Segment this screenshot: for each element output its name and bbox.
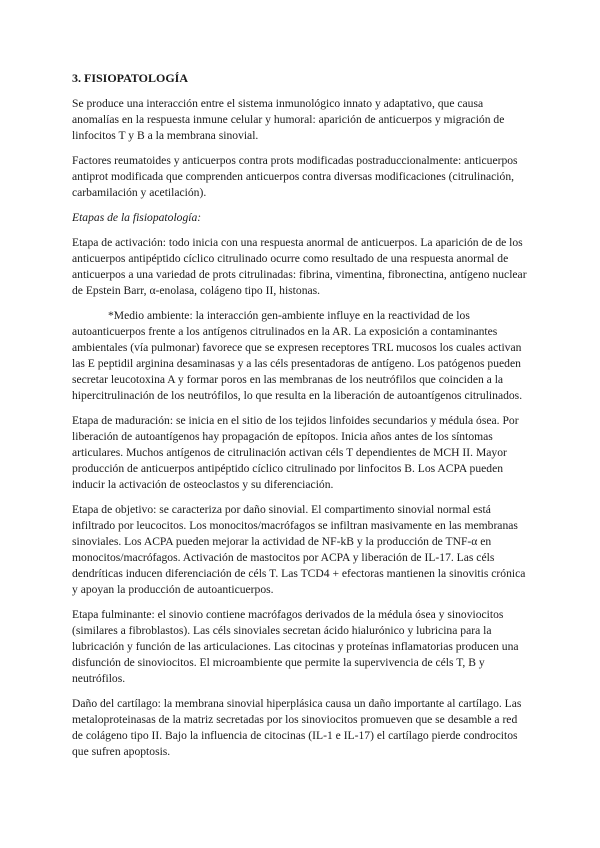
environment-paragraph: *Medio ambiente: la interacción gen-ambiente influye en la reactividad de los autoanticuerpos frente a los antígenos citrulinados en la AR. La exposición a contaminantes ambientales (vía pulmonar) favorece que se expresen receptores TRL mucosos los cuales activan las E peptidil arginina desaminasas y a las céls presentadoras de antígeno. Los patógenos pueden secretar leucotoxina A y formar poros en las membranas de los neutrófilos que coinciden a la hipercitrulinación de los neutrófilos, lo que resulta en la liberación de autoantígenos citrulinados. [72,309,523,402]
target-stage-paragraph: Etapa de objetivo: se caracteriza por daño sinovial. El compartimento sinovial normal está infiltrado por leucocitos. Los monocitos/macrófagos se infiltran masivamente en las membranas sinoviales. Los ACPA pueden mejorar la actividad de NF-kB y la producción de TNF-α en monocitos/macrófagos. Activación de mastocitos por ACPA y liberación de IL-17. Las céls dendríticas inducen diferenciación de céls T. Las TCD4 + efectoras mantienen la sinovitis crónica y apoyan la producción de autoanticuerpos. [72,503,526,596]
rheumatoid-factors-paragraph: Factores reumatoides y anticuerpos contra prots modificadas postraduccionalmente: anticuerpos antiprot modificada que comprenden anticuerpos contra diversas modificaciones (citrulinación, carbamilación y acetilación). [72,154,518,199]
stages-subtitle: Etapas de la fisiopatología: [72,211,202,224]
activation-stage-paragraph: Etapa de activación: todo inicia con una respuesta anormal de anticuerpos. La aparición de de los anticuerpos antipéptido cíclico citrulinado ocurre como resultado de una respuesta anormal de anticuerpos a una variedad de prots citrulinadas: fibrina, vimentina, fibronectina, antígeno nuclear de Epstein Barr, α-enolasa, colágeno tipo II, histonas. [72,236,527,297]
fulminant-stage-paragraph: Etapa fulminante: el sinovio contiene macrófagos derivados de la médula ósea y sinoviocitos (similares a fibroblastos). Las céls sinoviales secretan ácido hialurónico y lubricina para la lubricación y función de las articulaciones. Las citocinas y proteínas inflamatorias producen una disfunción de sinoviocitos. El microambiente que permite la supervivencia de céls T, B y neutrófilos. [72,608,519,685]
cartilage-damage-paragraph: Daño del cartílago: la membrana sinovial hiperplásica causa un daño importante al cartílago. Las metaloproteinasas de la matriz secretadas por los sinoviocitos promueven que se desamble a red de colágeno tipo II. Bajo la influencia de citocinas (IL-1 e IL-17) el cartílago pierde condrocitos que sufren apoptosis. [72,697,522,758]
maturation-stage-paragraph: Etapa de maduración: se inicia en el sitio de los tejidos linfoides secundarios y médula ósea. Por liberación de autoantígenos hay propagación de epítopos. Inicia años antes de los síntomas articulares. Muchos antígenos de citrulinación activan céls T dependientes de MCH II. Mayor producción de anticuerpos antipéptido cíclico citrulinado por linfocitos B. Los ACPA pueden inducir la activación de osteoclastos y su diferenciación. [72,414,519,491]
intro-paragraph: Se produce una interacción entre el sistema inmunológico innato y adaptativo, que causa anomalías en la respuesta inmune celular y humoral: aparición de anticuerpos y migración de linfocitos T y B a la membrana sinovial. [72,97,505,142]
section-title: 3. FISIOPATOLOGÍA [72,71,189,85]
